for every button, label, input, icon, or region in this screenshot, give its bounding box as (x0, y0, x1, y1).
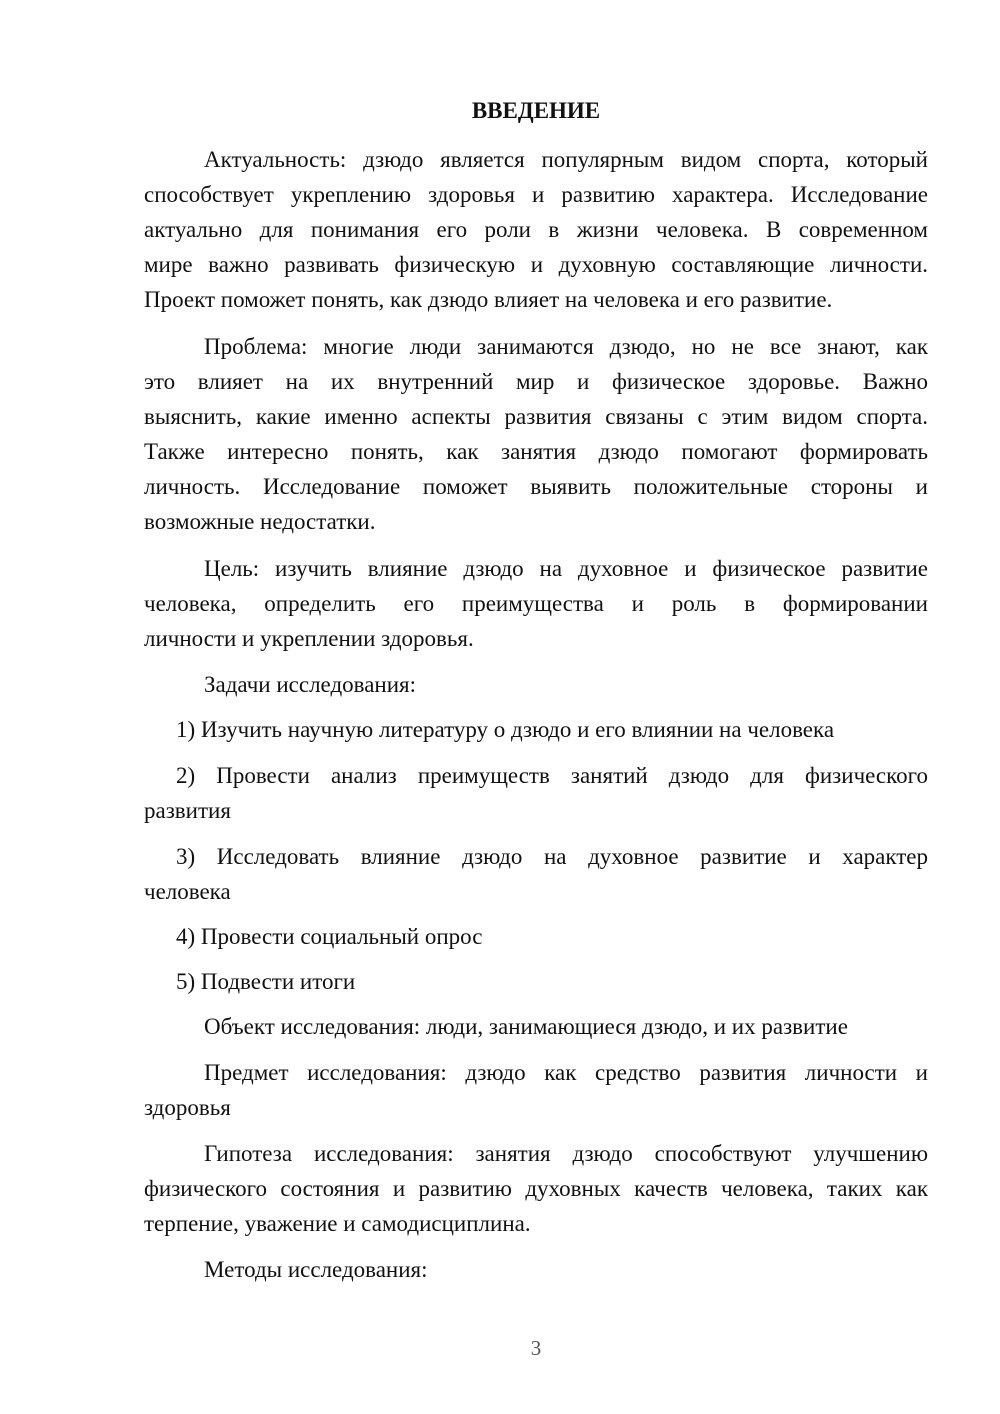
text-line: Объект исследования: люди, занимающиеся дзюдо, и их развитие (204, 1014, 848, 1039)
text-line: Также интересно понять, как занятия дзюдо помогают формировать (144, 439, 928, 464)
text-line: Актуальность: дзюдо является популярным видом спорта, который (204, 147, 928, 172)
text-line: 1) Изучить научную литературу о дзюдо и его влиянии на человека (176, 717, 835, 742)
text-line: развития (144, 798, 231, 823)
page-number: 3 (530, 1336, 542, 1360)
text-line: 2) Провести анализ преимуществ занятий дзюдо для физического (176, 763, 928, 788)
text-line: 3) Исследовать влияние дзюдо на духовное развитие и характер (176, 844, 928, 869)
text-line: актуально для понимания его роли в жизни человека. В современном (144, 217, 928, 242)
text-line: мире важно развивать физическую и духовную составляющие личности. (144, 252, 928, 277)
text-line: выяснить, какие именно аспекты развития связаны с этим видом спорта. (144, 404, 928, 429)
paragraph-goal (144, 551, 928, 656)
text-line: терпение, уважение и самодисциплина. (144, 1211, 531, 1236)
paragraph-methods (144, 1252, 928, 1287)
text-line: Проект поможет понять, как дзюдо влияет на человека и его развитие. (144, 287, 833, 312)
paragraph-subject (144, 1055, 928, 1125)
list-item-task-5 (144, 964, 928, 999)
paragraph-object (144, 1009, 928, 1044)
text-line: способствует укреплению здоровья и развитию характера. Исследование (144, 182, 928, 207)
text-line: Проблема: многие люди занимаются дзюдо, но не все знают, как (204, 334, 928, 359)
list-item-task-3 (144, 839, 928, 909)
text-line: человека, определить его преимущества и роль в формировании (144, 591, 928, 616)
text-line: Задачи исследования: (204, 672, 417, 697)
text-line: это влияет на их внутренний мир и физическое здоровье. Важно (144, 369, 928, 394)
list-item-task-2 (144, 758, 928, 828)
section-heading: ВВЕДЕНИЕ (471, 98, 601, 123)
text-line: Методы исследования: (204, 1257, 428, 1282)
text-line: личность. Исследование поможет выявить положительные стороны и (144, 474, 928, 499)
text-line: Цель: изучить влияние дзюдо на духовное и физическое развитие (204, 556, 928, 581)
paragraph-hypothesis (144, 1136, 928, 1241)
paragraph-problem (144, 329, 928, 539)
text-line: личности и укреплении здоровья. (144, 626, 474, 651)
text-line: человека (144, 879, 231, 904)
text-line: 4) Провести социальный опрос (176, 924, 483, 949)
text-line: физического состояния и развитию духовных качеств человека, таких как (144, 1176, 928, 1201)
text-line: 5) Подвести итоги (176, 969, 356, 994)
paragraph-tasks-title (144, 667, 928, 702)
list-item-task-4 (144, 919, 928, 954)
list-item-task-1 (144, 712, 928, 747)
text-line: возможные недостатки. (144, 509, 376, 534)
paragraph-relevance (144, 142, 928, 317)
text-line: здоровья (144, 1095, 231, 1120)
text-line: Предмет исследования: дзюдо как средство развития личности и (204, 1060, 928, 1085)
text-line: Гипотеза исследования: занятия дзюдо способствуют улучшению (204, 1141, 928, 1166)
